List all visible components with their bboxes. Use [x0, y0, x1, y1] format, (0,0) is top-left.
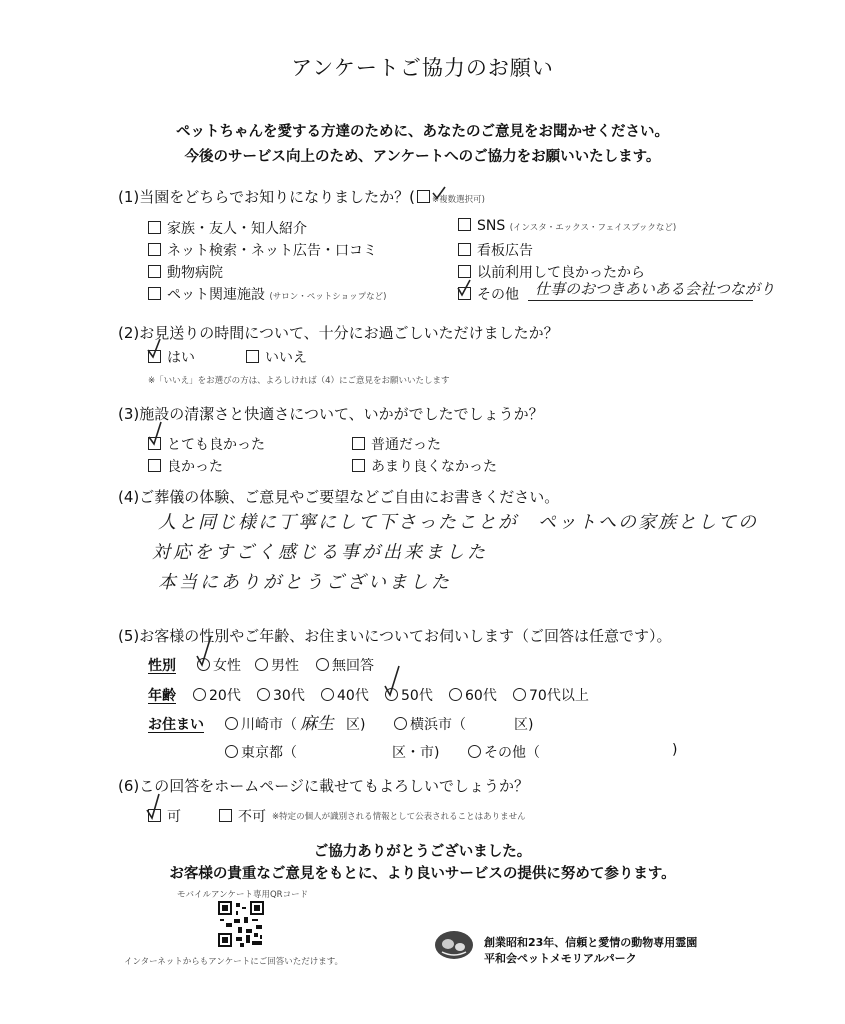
q1-multi-checkbox[interactable] — [417, 190, 430, 203]
q3-question: (3)施設の清潔さと快適さについて、いかがでしたでしょうか？ — [118, 405, 544, 423]
option-label: 動物病院 — [167, 265, 223, 281]
q1-question-text: (1)当園をどちらでお知りになりましたか？( — [118, 188, 415, 206]
q1-other-handwritten: 仕事のおつきあいある会社つながり — [535, 280, 775, 298]
company-name: 平和会ペットメモリアルパーク — [484, 952, 637, 965]
q3-very-good-checkmark — [146, 420, 164, 446]
age-20s[interactable] — [193, 685, 241, 705]
q2-yes-checkmark — [145, 337, 163, 359]
qr-code-icon[interactable] — [218, 901, 264, 947]
q1-question — [118, 186, 485, 207]
q1-multi-note: ※複数選択可) — [431, 195, 485, 205]
q1-option-family[interactable] — [148, 218, 307, 238]
q2-question: (2)お見送りの時間について、十分にお過ごしいただけましたか？ — [118, 324, 559, 342]
radio[interactable] — [468, 745, 481, 758]
kawasaki-label: 川崎市（ — [241, 717, 297, 733]
q4-handwritten-line-2: 対応をすごく感じる事が出来ました — [152, 542, 488, 563]
age-label: 年齢 — [148, 688, 176, 704]
address-other[interactable] — [468, 742, 540, 762]
q3-option-normal[interactable] — [352, 434, 441, 454]
tokyo-ku-shi: 区・市) — [392, 745, 440, 761]
q1-option-sns[interactable] — [458, 218, 676, 234]
gender-female-checkmark — [194, 634, 214, 668]
option-label: とても良かった — [167, 437, 265, 453]
yokohama-label: 横浜市（ — [410, 717, 466, 733]
q1-option-signboard[interactable] — [458, 240, 533, 260]
option-label: 男性 — [271, 658, 299, 674]
option-label: ペット関連施設 — [167, 287, 265, 303]
radio[interactable] — [316, 658, 329, 671]
checkbox[interactable] — [458, 243, 471, 256]
option-label: 可 — [167, 809, 181, 825]
radio[interactable] — [394, 717, 407, 730]
checkbox[interactable] — [148, 459, 161, 472]
checkbox[interactable] — [148, 287, 161, 300]
radio[interactable] — [255, 658, 268, 671]
age-40s[interactable] — [321, 685, 369, 705]
q6-question: (6)この回答をホームページに載せてもよろしいでしょうか？ — [118, 777, 529, 795]
q6-yes-checkmark — [144, 792, 162, 820]
radio[interactable] — [321, 688, 334, 701]
address-label: お住まい — [148, 717, 204, 733]
company-tagline: 創業昭和23年、信頼と愛情の動物専用霊園 — [484, 936, 698, 949]
checkbox[interactable] — [246, 350, 259, 363]
option-label: 不可 — [238, 809, 266, 825]
q2-note: ※「いいえ」をお選びの方は、よろしければ（4）にご意見をお願いいたします — [148, 376, 450, 386]
option-label: 無回答 — [332, 658, 374, 674]
q1-option-pet-facility[interactable] — [148, 284, 386, 304]
option-label: 普通だった — [371, 437, 441, 453]
option-label: 良かった — [167, 459, 223, 475]
gender-label: 性別 — [148, 658, 176, 674]
q6-option-no[interactable] — [219, 806, 266, 826]
q3-option-not-good[interactable] — [352, 456, 497, 476]
radio[interactable] — [225, 717, 238, 730]
q2-option-no[interactable] — [246, 347, 307, 367]
other-close-paren: ) — [672, 742, 678, 758]
radio[interactable] — [513, 688, 526, 701]
radio[interactable] — [225, 745, 238, 758]
radio[interactable] — [193, 688, 206, 701]
option-label: ネット検索・ネット広告・口コミ — [167, 243, 377, 259]
q1-option-net[interactable] — [148, 240, 377, 260]
q3-option-very-good[interactable] — [148, 434, 265, 454]
age-30s[interactable] — [257, 685, 305, 705]
qr-caption: モバイルアンケート専用QRコード — [177, 890, 309, 900]
option-label: 40代 — [337, 688, 369, 704]
checkbox[interactable] — [219, 809, 232, 822]
checkbox[interactable] — [148, 243, 161, 256]
age-50s-checkmark — [382, 664, 402, 698]
address-kawasaki[interactable] — [225, 714, 297, 734]
kawasaki-ward-handwritten: 麻生 — [300, 714, 334, 734]
q4-handwritten-line-1: 人と同じ様に丁寧にして下さったことが ペットへの家族としての — [158, 512, 758, 533]
gender-male[interactable] — [255, 655, 299, 675]
checkbox[interactable] — [352, 437, 365, 450]
q4-handwritten-line-3: 本当にありがとうございました — [158, 572, 452, 593]
intro-line-2: 今後のサービス向上のため、アンケートへのご協力をお願いいたします。 — [184, 149, 661, 165]
q3-option-good[interactable] — [148, 456, 223, 476]
q1-other-checkmark — [456, 278, 472, 298]
checkbox[interactable] — [458, 218, 471, 231]
other-label: その他（ — [484, 745, 540, 761]
q1-multi-checkmark — [431, 185, 447, 201]
closing-line-1: ご協力ありがとうございました。 — [313, 844, 532, 860]
option-label: SNS — [477, 218, 506, 234]
address-yokohama[interactable] — [394, 714, 466, 734]
radio[interactable] — [257, 688, 270, 701]
checkbox[interactable] — [352, 459, 365, 472]
option-label: 以前利用して良かったから — [477, 265, 645, 281]
intro-line-1: ペットちゃんを愛する方達のために、あなたのご意見をお聞かせください。 — [176, 124, 669, 140]
option-label: 70代以上 — [529, 688, 589, 704]
age-70s-plus[interactable] — [513, 685, 589, 705]
option-label: 家族・友人・知人紹介 — [167, 221, 307, 237]
option-label: あまり良くなかった — [371, 459, 497, 475]
q1-option-vet[interactable] — [148, 262, 223, 282]
checkbox[interactable] — [148, 265, 161, 278]
tokyo-label: 東京都（ — [241, 745, 297, 761]
option-label: その他 — [477, 287, 519, 303]
closing-line-2: お客様の貴重なご意見をもとに、より良いサービスの提供に努めて参ります。 — [169, 866, 676, 882]
page-title: アンケートご協力のお願い — [291, 56, 554, 80]
option-label: 30代 — [273, 688, 305, 704]
q1-other-underline — [528, 300, 753, 301]
yokohama-ku: 区) — [514, 717, 534, 733]
option-label: 20代 — [209, 688, 241, 704]
option-label: いいえ — [265, 350, 307, 366]
radio[interactable] — [449, 688, 462, 701]
q6-note: ※特定の個人が識別される情報として公表されることはありません — [272, 812, 526, 822]
option-note: (インスタ・エックス・フェイスブックなど) — [509, 223, 677, 233]
gender-no-answer[interactable] — [316, 655, 374, 675]
age-60s[interactable] — [449, 685, 497, 705]
kawasaki-ku: 区) — [346, 717, 366, 733]
option-label: 60代 — [465, 688, 497, 704]
company-logo-icon — [434, 930, 474, 960]
qr-bottom-text: インターネットからもアンケートにご回答いただけます。 — [124, 957, 344, 967]
checkbox[interactable] — [458, 265, 471, 278]
option-label: 50代 — [401, 688, 433, 704]
option-label: 女性 — [213, 658, 241, 674]
q5-question: (5)お客様の性別やご年齢、お住まいについてお伺いします（ご回答は任意です）。 — [118, 627, 672, 645]
address-tokyo[interactable] — [225, 742, 297, 762]
checkbox[interactable] — [148, 221, 161, 234]
option-note: (サロン・ペットショップなど) — [269, 292, 387, 302]
option-label: はい — [167, 350, 195, 366]
q4-question: (4)ご葬儀の体験、ご意見やご要望などご自由にお書きください。 — [118, 488, 560, 506]
option-label: 看板広告 — [477, 243, 533, 259]
